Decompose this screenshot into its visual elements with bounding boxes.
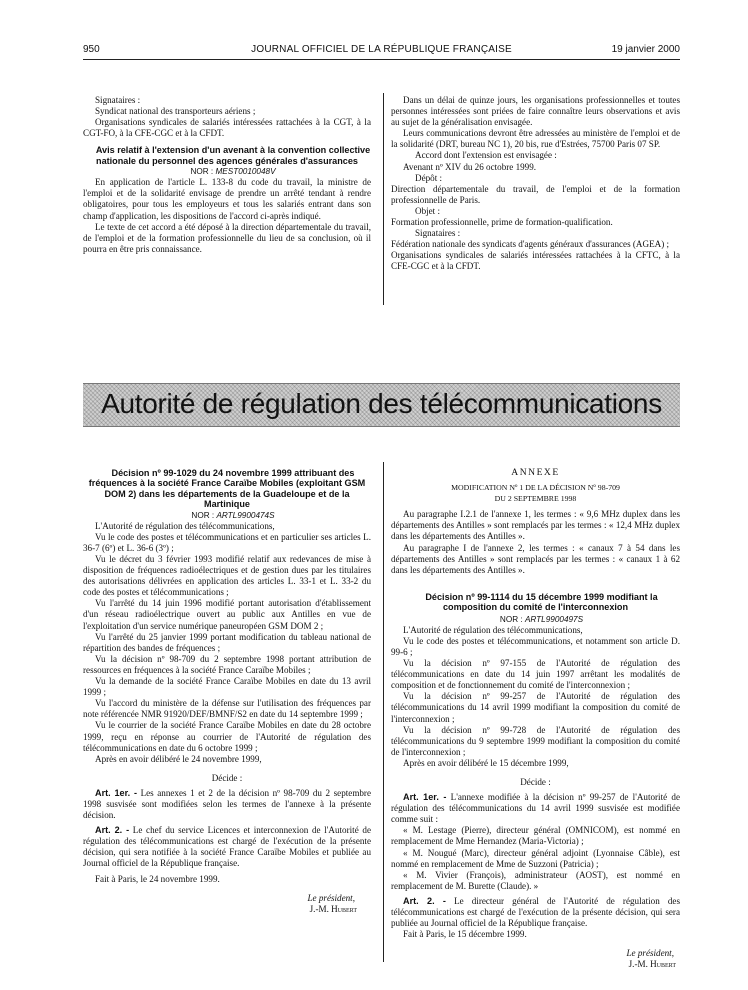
decision-99-1029-column bbox=[83, 468, 371, 915]
nor-reference: NOR : MEST0010048V bbox=[190, 167, 276, 177]
section-label: Objet : bbox=[415, 205, 441, 216]
paragraph: Organisations syndicales de salariés intéressées rattachées à la CGT, à la CGT-FO, à la CFE-CGC et à la CFDT. bbox=[83, 117, 371, 139]
paragraph: Vu le code des postes et télécommunications, et notamment son article D. 99-6 ; bbox=[391, 635, 680, 657]
paragraph: Vu l'arrêté du 14 juin 1996 modifié portant autorisation d'établissement d'un réseau radioélectrique ouvert au public aux Antilles en vue de l'exploitation d'un service numérique paneuropéen GSM DOM 2 ; bbox=[83, 598, 371, 631]
paragraph: Vu la décision nº 97-155 de l'Autorité de régulation des télécommunications en date du 14 juin 1997 arrêtant les modalités de composition et de fonctionnement du comité de l'interconnexion ; bbox=[391, 658, 680, 691]
signature-name: J.-M. Hubert bbox=[628, 959, 676, 970]
paragraph: Vu le code des postes et télécommunications et en particulier ses articles L. 36-7 (6º) et L. 36-6 (3º) ; bbox=[83, 531, 371, 553]
paragraph: Au paragraphe I de l'annexe 2, les termes : « canaux 7 à 54 dans les départements des Antilles » sont remplacés par les termes : « canaux 1 à 62 dans les départements des Antilles ». bbox=[391, 542, 680, 575]
paragraph: Dans un délai de quinze jours, les organisations professionnelles et toutes personnes intéressées sont priées de faire connaître leurs observations et avis au sujet de la généralisation envisagée. bbox=[391, 95, 680, 128]
section-label: Signataires : bbox=[415, 228, 461, 239]
paragraph: Organisations syndicales de salariés intéressées rattachées à la CFTC, à la CFE-CGC et à la CFDT. bbox=[391, 250, 680, 272]
notice-extension-column bbox=[83, 95, 371, 255]
article-2: Art. 2. - Le directeur général de l'Autorité de régulation des télécommunications est chargé de l'exécution de la présente décision, qui sera publiée au Journal officiel de la République française. bbox=[391, 895, 680, 929]
paragraph: Le texte de cet accord a été déposé à la direction départementale du travail, de l'emploi et de la formation professionnelle du lieu de sa conclusion, où il pourra en être pris connaissance. bbox=[83, 221, 371, 254]
journal-title: JOURNAL OFFICIEL DE LA RÉPUBLIQUE FRANÇAISE bbox=[251, 44, 512, 55]
annexe-subtitle-date: DU 2 SEPTEMBRE 1998 bbox=[494, 494, 577, 504]
paragraph: Vu la décision nº 99-257 de l'Autorité de régulation des télécommunications du 14 avril 1999 modifiant la composition du comité de l'interconnexion ; bbox=[391, 691, 680, 724]
paragraph: « M. Vivier (François), administrateur (AOST), est nommé en remplacement de M. Burette (Claude). » bbox=[391, 869, 680, 891]
paragraph: Vu la décision nº 98-709 du 2 septembre 1998 portant attribution de ressources en fréquences à la société France Caraïbe Mobiles ; bbox=[83, 653, 371, 675]
page-number: 950 bbox=[83, 44, 100, 55]
issue-date: 19 janvier 2000 bbox=[611, 44, 680, 55]
decision-title: Décision nº 99-1114 du 15 décembre 1999 modifiant la composition du comité de l'interconnexion bbox=[425, 591, 658, 613]
paragraph: Direction départementale du travail, de l'emploi et de la formation professionnelle de Paris. bbox=[391, 183, 680, 205]
annexe-and-decision-99-1114-column bbox=[391, 467, 680, 970]
annexe-subtitle: MODIFICATION Nº 1 DE LA DÉCISION Nº 98-709 bbox=[451, 483, 620, 493]
column-divider-top bbox=[383, 93, 384, 305]
paragraph: Vu l'arrêté du 25 janvier 1999 portant modification du tableau national de répartition des bandes de fréquences ; bbox=[83, 631, 371, 653]
paragraph: Vu le courrier de la société France Caraïbe Mobiles en date du 28 octobre 1999, reçu en réponse au courrier de l'Autorité de régulation des télécommunications en date du 6 octobre 1999 ; bbox=[83, 720, 371, 753]
header-rule bbox=[83, 59, 680, 60]
done-at: Fait à Paris, le 24 novembre 1999. bbox=[95, 873, 220, 884]
paragraph: Vu la demande de la société France Caraïbe Mobiles en date du 13 avril 1999 ; bbox=[83, 676, 371, 698]
paragraph: « M. Lestage (Pierre), directeur général (OMNICOM), est nommé en remplacement de Mme Hernandez (Maria-Victoria) ; bbox=[391, 825, 680, 847]
article-2: Art. 2. - Le chef du service Licences et interconnexion de l'Autorité de régulation des télécommunications est chargé de l'exécution de la présente décision, qui sera notifiée à la société France Caraïbe Mobiles et publiée au Journal officiel de la République française. bbox=[83, 825, 371, 869]
signatories-label: Signataires : bbox=[95, 95, 141, 105]
done-at: Fait à Paris, le 15 décembre 1999. bbox=[403, 929, 527, 940]
decide-label: Décide : bbox=[520, 776, 551, 787]
paragraph: Fédération nationale des syndicats d'agents généraux d'assurances (AGEA) ; bbox=[391, 239, 670, 250]
paragraph: Après en avoir délibéré le 24 novembre 1999, bbox=[95, 753, 262, 764]
notice-title: Avis relatif à l'extension d'un avenant à la convention collective nationale du personnel des agences générales d'assurances bbox=[95, 145, 371, 166]
decision-title: Décision nº 99-1029 du 24 novembre 1999 attribuant des fréquences à la société France Caraïbe Mobiles (exploitant GSM DOM 2) dans les départements de la Guadeloupe et de la Martinique bbox=[88, 468, 366, 510]
paragraph: L'Autorité de régulation des télécommunications, bbox=[403, 624, 583, 635]
page-header bbox=[83, 44, 680, 58]
column-divider-bottom bbox=[383, 462, 384, 962]
article-1: Art. 1er. - L'annexe modifiée à la décision nº 99-257 de l'Autorité de régulation des télécommunications du 14 avril 1999 susvisée est modifiée comme suit : bbox=[391, 792, 680, 825]
paragraph: Syndicat national des transporteurs aériens ; bbox=[95, 106, 256, 117]
paragraph: « M. Nougué (Marc), directeur général adjoint (Lyonnaise Câble), est nommé en remplacement de Mme de Suzzoni (Patricia) ; bbox=[391, 847, 680, 869]
annexe-title: ANNEXE bbox=[511, 467, 560, 478]
section-label: Dépôt : bbox=[415, 172, 443, 183]
paragraph: Vu l'accord du ministère de la défense sur l'utilisation des fréquences par note référencée NMR 91920/DEF/BMNF/S2 en date du 14 septembre 1999 ; bbox=[83, 698, 371, 720]
paragraph: L'Autorité de régulation des télécommunications, bbox=[95, 520, 275, 531]
nor-reference: NOR : ARTL9900497S bbox=[499, 614, 584, 624]
paragraph: Leurs communications devront être adressées au ministère de l'emploi et de la solidarité (DRT, bureau NC 1), 20 bis, rue d'Estrées, 75700 Paris 07 SP. bbox=[391, 128, 680, 150]
signature-role: Le président, bbox=[626, 948, 674, 959]
nor-reference: NOR : ARTL9900474S bbox=[191, 510, 275, 520]
paragraph: En application de l'article L. 133-8 du code du travail, la ministre de l'emploi et de la solidarité envisage de prendre un arrêté tendant à rendre obligatoires, pour tous les employeurs et tous les salariés entrant dans son champ d'application, les dispositions de l'accord ci-après indiqué. bbox=[83, 177, 371, 221]
signature-name: J.-M. Hubert bbox=[309, 903, 357, 914]
article-1: Art. 1er. - Les annexes 1 et 2 de la décision nº 98-709 du 2 septembre 1998 susvisée sont modifiées selon les termes de l'annexe à la présente décision. bbox=[83, 787, 371, 821]
section-banner-title: Autorité de régulation des télécommunications bbox=[101, 388, 662, 419]
paragraph: Après en avoir délibéré le 15 décembre 1999, bbox=[403, 757, 569, 768]
paragraph: Accord dont l'extension est envisagée : bbox=[415, 150, 557, 161]
paragraph: Formation professionnelle, prime de formation-qualification. bbox=[391, 217, 613, 228]
signature-role: Le président, bbox=[307, 892, 355, 903]
section-banner bbox=[83, 383, 680, 427]
notice-extension-continued-column bbox=[391, 95, 680, 273]
paragraph: Vu la décision nº 99-728 de l'Autorité de régulation des télécommunications du 9 septembre 1999 modifiant la composition du comité de l'interconnexion ; bbox=[391, 724, 680, 757]
paragraph: Vu le décret du 3 février 1993 modifié relatif aux redevances de mise à disposition de fréquences radioélectriques et de gestion dues par les titulaires des autorisations délivrées en application des articles L. 33-1 et L. 33-2 du code des postes et télécommunications ; bbox=[83, 554, 371, 598]
paragraph: Au paragraphe I.2.1 de l'annexe 1, les termes : « 9,6 MHz duplex dans les départements des Antilles » sont remplacés par les termes : « 12,4 MHz duplex dans les départements des Antilles ». bbox=[391, 509, 680, 542]
decide-label: Décide : bbox=[211, 772, 243, 783]
paragraph: Avenant nº XIV du 26 octobre 1999. bbox=[403, 161, 537, 172]
